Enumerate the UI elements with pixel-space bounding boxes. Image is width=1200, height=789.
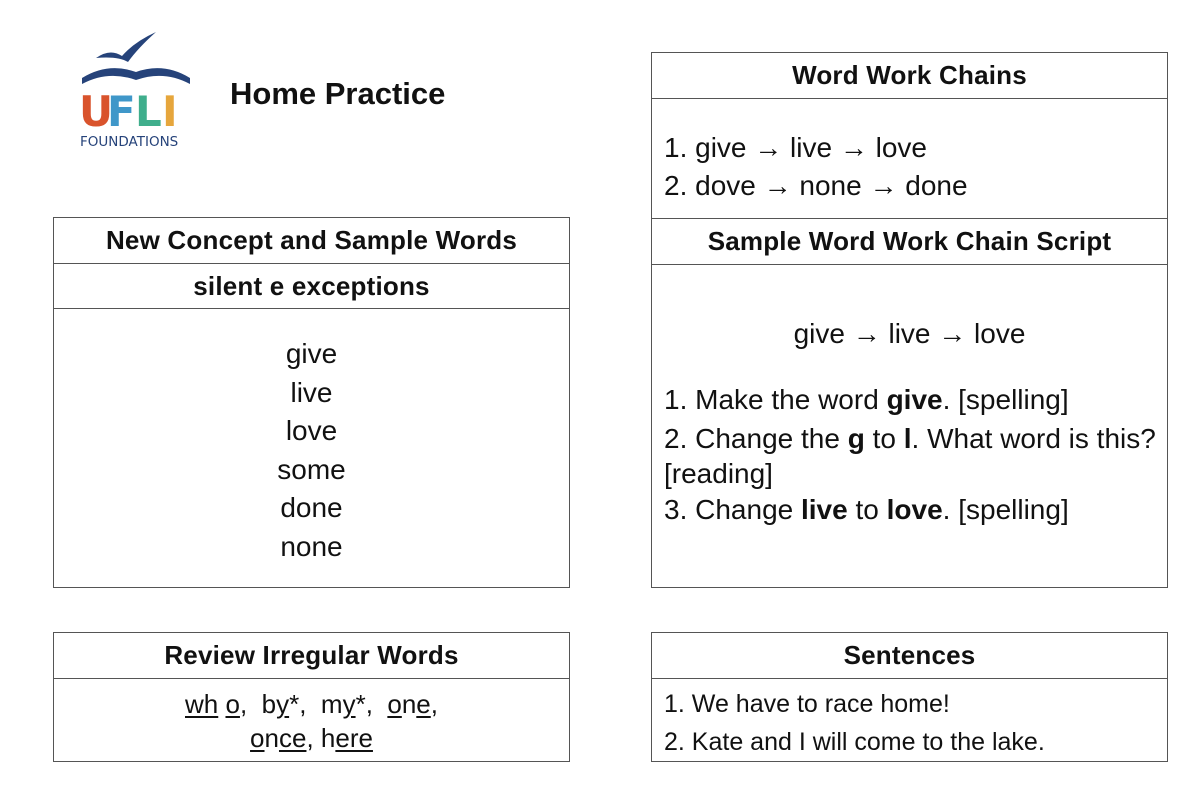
chain-script-box bbox=[651, 218, 1168, 588]
step-letter: g bbox=[847, 423, 865, 454]
irregular-words-heading: Review Irregular Words bbox=[54, 633, 569, 679]
step-text: 3. Change bbox=[664, 494, 801, 525]
sample-word: done bbox=[280, 492, 343, 523]
chain-script-heading: Sample Word Work Chain Script bbox=[652, 219, 1167, 265]
sample-word: love bbox=[285, 415, 338, 446]
sentence-list bbox=[652, 679, 1167, 761]
step-letter: l bbox=[903, 423, 912, 454]
sample-word: none bbox=[280, 530, 343, 562]
step-text: 2. Change the bbox=[664, 423, 848, 454]
new-concept-heading: New Concept and Sample Words bbox=[54, 218, 569, 264]
page-title: Home Practice bbox=[230, 76, 446, 111]
word-work-chains-heading: Word Work Chains bbox=[652, 53, 1167, 99]
script-steps bbox=[652, 353, 1167, 529]
sample-word: some bbox=[277, 453, 346, 485]
step-word: love bbox=[886, 494, 943, 525]
step-text: . What word is this? [reading] bbox=[664, 423, 1156, 489]
sentences-heading: Sentences bbox=[652, 633, 1167, 679]
logo-letter-i: I bbox=[162, 87, 178, 136]
irregular-word-once: once bbox=[250, 723, 307, 753]
logo-graphic bbox=[78, 30, 194, 152]
sample-word-list bbox=[54, 309, 569, 566]
step-word: give bbox=[886, 384, 943, 415]
sample-word: give bbox=[285, 338, 338, 369]
step-text: 1. Make the word bbox=[664, 384, 887, 415]
chain-list bbox=[652, 99, 1167, 205]
new-concept-box bbox=[53, 217, 570, 588]
script-step-2 bbox=[664, 419, 1157, 491]
logo-letter-l: L bbox=[135, 87, 162, 136]
irregular-word-my: my* bbox=[320, 689, 366, 719]
concept-label: silent e exceptions bbox=[54, 264, 569, 309]
chain-item: 2. dove → none → done bbox=[664, 170, 968, 201]
logo-letter-u: U bbox=[79, 87, 114, 136]
sample-word: live bbox=[290, 376, 333, 408]
book-icon bbox=[82, 68, 190, 84]
irregular-row-2: once, here bbox=[250, 723, 373, 753]
script-step-1 bbox=[664, 381, 1157, 419]
step-text: to bbox=[847, 494, 887, 525]
irregular-word-one: one bbox=[387, 689, 431, 719]
step-word: live bbox=[801, 494, 848, 525]
sentences-box bbox=[651, 632, 1168, 762]
bird-icon bbox=[96, 32, 156, 62]
irregular-word-list bbox=[54, 679, 569, 755]
irregular-row-1: wh o, by*, my*, one, bbox=[185, 689, 438, 719]
sentence-item: 2. Kate and I will come to the lake. bbox=[664, 728, 1045, 756]
step-text: . [spelling] bbox=[942, 494, 1069, 525]
logo-letter-f: F bbox=[107, 87, 136, 136]
irregular-word-here: here bbox=[320, 723, 373, 753]
irregular-words-box bbox=[53, 632, 570, 762]
word-work-chains-box bbox=[651, 52, 1168, 219]
chain-item: 1. give → live → love bbox=[664, 132, 927, 163]
ufli-foundations-logo bbox=[78, 30, 194, 152]
sentence-item: 1. We have to race home! bbox=[664, 690, 950, 718]
irregular-word-by: by* bbox=[261, 689, 300, 719]
script-step-3 bbox=[664, 491, 1157, 529]
script-chain: give → live → love bbox=[793, 318, 1026, 349]
logo-subtitle: FOUNDATIONS bbox=[80, 134, 179, 150]
step-text: to bbox=[864, 423, 904, 454]
irregular-word-who: wh o bbox=[185, 689, 240, 719]
step-text: . [spelling] bbox=[942, 384, 1069, 415]
